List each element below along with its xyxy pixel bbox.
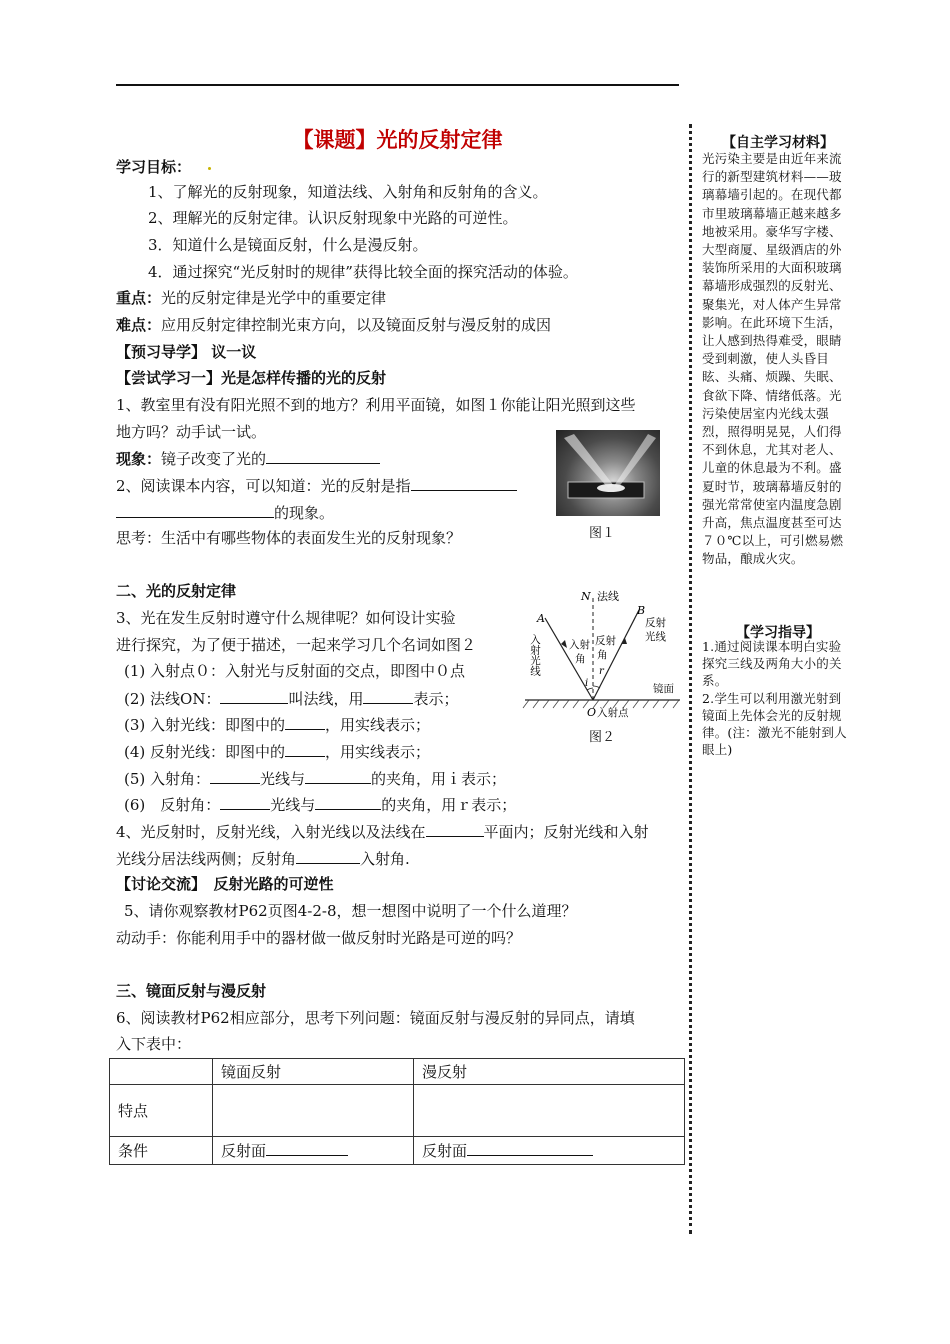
cell-text: 反射面 bbox=[221, 1142, 267, 1160]
try1-heading: 【尝试学习一】光是怎样传播的光的反射 bbox=[116, 369, 387, 387]
label-r: r bbox=[599, 666, 604, 677]
term-3 bbox=[124, 714, 430, 735]
label-reflect-angle-2: 角 bbox=[597, 649, 608, 661]
figure-1-caption: 图１ bbox=[589, 526, 616, 541]
term-2-b: 叫法线，用 bbox=[288, 690, 364, 708]
action: 动动手：你能利用手中的器材做一做反射时光路是可逆的吗？ bbox=[116, 929, 522, 947]
table-row bbox=[110, 1137, 685, 1165]
term-2 bbox=[124, 688, 458, 709]
guide-item-1: 1.通过阅读课本明白实验探究三线及两角大小的关系。 bbox=[702, 639, 842, 688]
term-5-a: (5) 入射角： bbox=[124, 770, 211, 788]
label-N: N bbox=[581, 590, 591, 603]
q4-c: 光线分居法线两侧；反射角 bbox=[116, 850, 297, 868]
q2-line1 bbox=[116, 475, 517, 496]
guide-heading: 【学习指导】 bbox=[736, 625, 820, 641]
q3-line2: 进行探究，为了便于描述，一起来学习几个名词如图２ bbox=[116, 636, 477, 654]
term-5 bbox=[124, 768, 506, 789]
term-5-c: 的夹角，用ｉ表示； bbox=[371, 770, 507, 788]
blank bbox=[315, 794, 381, 810]
difficulty-label: 难点： bbox=[116, 316, 162, 334]
phenomenon-text: 镜子改变了光的 bbox=[161, 450, 267, 468]
q1-line1: 1、教室里有没有阳光照不到的地方？利用平面镜，如图１你能让阳光照到这些 bbox=[116, 396, 636, 414]
q4-line1 bbox=[116, 821, 649, 842]
objectives-heading: 学习目标： bbox=[116, 158, 192, 176]
cell-diffuse-feature[interactable] bbox=[414, 1085, 685, 1137]
q4-b: 平面内；反射光线和入射 bbox=[483, 823, 649, 841]
blank bbox=[411, 475, 517, 491]
term-6-a: (6) 反射角： bbox=[124, 796, 221, 814]
cell-specular-condition[interactable] bbox=[213, 1137, 414, 1165]
blank bbox=[285, 714, 325, 730]
comparison-table bbox=[109, 1058, 685, 1165]
top-rule bbox=[116, 84, 679, 86]
guide-item-2: 2.学生可以利用激光射到镜面上先体会光的反射规律。(注：激光不能射到人眼上) bbox=[702, 691, 847, 757]
figure-1-photo bbox=[556, 430, 660, 516]
blank bbox=[426, 821, 484, 837]
blank bbox=[467, 1142, 593, 1156]
row-label-condition: 条件 bbox=[110, 1137, 213, 1165]
label-reflected-ray-1: 反射 bbox=[645, 617, 666, 629]
blank bbox=[220, 688, 288, 704]
section3-title: 三、镜面反射与漫反射 bbox=[116, 982, 267, 1000]
material-text: 光污染主要是由近年来流行的新型建筑材料——玻璃幕墙引起的。在现代都市里玻璃幕墙正越来越多地被采用。豪华写字楼、大型商厦、星级酒店的外装饰所采用的大面积玻璃幕墙形成强烈的反射光、聚集光，对人体产生异常影响。在此环境下生活，让人感到热得难受，眼睛受到刺激，使人头昏目眩、头痛、烦躁、失眠、食欲下降、情绪低落。光污染使居室内光线太强烈，照得明晃晃，人们得不到休息，尤其对老人、儿童的休息最为不利。盛夏时节，玻璃幕墙反射的强光常常使室内温度急剧升高，焦点温度甚至可达７０℃以上，可引燃易燃物品，酿成火灾。 bbox=[702, 151, 844, 567]
term-3-b: ，用实线表示； bbox=[325, 716, 431, 734]
term-4-a: (4) 反射光线：即图中的 bbox=[124, 743, 286, 761]
label-reflected-ray-2: 光线 bbox=[645, 631, 666, 643]
term-2-a: (2) 法线ON： bbox=[124, 690, 221, 708]
term-1: (1) 入射点０：入射光与反射面的交点，即图中０点 bbox=[124, 662, 466, 680]
label-i: i bbox=[585, 678, 589, 689]
term-2-c: 表示； bbox=[413, 690, 459, 708]
header-diffuse: 漫反射 bbox=[414, 1059, 685, 1085]
row-label-feature: 特点 bbox=[110, 1085, 213, 1137]
objective-1: 1、了解光的反射现象，知道法线、入射角和反射角的含义。 bbox=[148, 183, 548, 201]
blank bbox=[116, 502, 274, 518]
label-normal: 法线 bbox=[597, 590, 619, 603]
blank bbox=[305, 768, 371, 784]
q4-line2 bbox=[116, 848, 410, 869]
preview-heading: 【预习导学】 议一议 bbox=[116, 343, 257, 361]
q6-line1: 6、阅读教材P62相应部分，思考下列问题：镜面反射与漫反射的异同点，请填 bbox=[116, 1009, 635, 1027]
objective-2: 2、理解光的反射定律。认识反射现象中光路的可逆性。 bbox=[148, 209, 518, 227]
material-heading: 【自主学习材料】 bbox=[722, 135, 834, 151]
key-point-label: 重点： bbox=[116, 289, 162, 307]
term-4 bbox=[124, 741, 430, 762]
cell-diffuse-condition[interactable] bbox=[414, 1137, 685, 1165]
q2-text: 2、阅读课本内容，可以知道：光的反射是指 bbox=[116, 477, 411, 495]
objective-3: 3．知道什么是镜面反射，什么是漫反射。 bbox=[148, 236, 428, 254]
key-point bbox=[116, 288, 386, 308]
difficulty-text: 应用反射定律控制光束方向，以及镜面反射与漫反射的成因 bbox=[161, 316, 552, 334]
term-3-a: (3) 入射光线：即图中的 bbox=[124, 716, 286, 734]
term-4-b: ，用实线表示； bbox=[325, 743, 431, 761]
figure-2-diagram bbox=[515, 582, 685, 742]
figure-2-caption: 图２ bbox=[589, 730, 616, 745]
term-6-b: 光线与 bbox=[270, 796, 316, 814]
label-incident-angle-2: 角 bbox=[575, 653, 586, 665]
key-point-text: 光的反射定律是光学中的重要定律 bbox=[161, 289, 387, 307]
table-header-row bbox=[110, 1059, 685, 1085]
sidebar-divider bbox=[689, 124, 692, 1234]
cell-text: 反射面 bbox=[422, 1142, 468, 1160]
label-reflect-angle-1: 反射 bbox=[595, 635, 616, 647]
blank bbox=[210, 768, 260, 784]
table-row bbox=[110, 1085, 685, 1137]
term-6-c: 的夹角，用ｒ表示； bbox=[381, 796, 517, 814]
q4-d: 入射角. bbox=[360, 850, 410, 868]
blank bbox=[266, 1142, 348, 1156]
label-incident-point: 入射点 bbox=[597, 707, 629, 719]
blank bbox=[266, 448, 380, 464]
label-B: B bbox=[637, 604, 646, 617]
q4-a: 4、光反射时，反射光线，入射光线以及法线在 bbox=[116, 823, 426, 841]
blank bbox=[296, 848, 360, 864]
reflect-angle-arc bbox=[593, 686, 600, 688]
cell-specular-feature[interactable] bbox=[213, 1085, 414, 1137]
blank bbox=[363, 688, 413, 704]
think: 思考：生活中有哪些物体的表面发生光的反射现象？ bbox=[116, 529, 462, 547]
header-cell-empty bbox=[110, 1059, 213, 1085]
blank bbox=[285, 741, 325, 757]
q5: 5、请你观察教材P62页图4-2-8，想一想图中说明了一个什么道理？ bbox=[124, 902, 577, 920]
q2-line2 bbox=[116, 502, 334, 523]
difficulty bbox=[116, 315, 551, 335]
phenomenon bbox=[116, 448, 380, 469]
discuss-heading: 【讨论交流】 反射光路的可逆性 bbox=[116, 875, 334, 893]
blank bbox=[220, 794, 270, 810]
q6-line2: 入下表中： bbox=[116, 1035, 192, 1053]
label-O: O bbox=[587, 706, 597, 719]
label-mirror: 镜面 bbox=[653, 683, 674, 695]
q2-end: 的现象。 bbox=[274, 504, 335, 522]
decorative-dot bbox=[208, 167, 211, 170]
objective-4: 4．通过探究“光反射时的规律”获得比较全面的探究活动的体验。 bbox=[148, 263, 578, 281]
page-title: 【课题】光的反射定律 bbox=[292, 127, 503, 152]
mirror-light-illustration bbox=[556, 430, 660, 516]
q1-line2: 地方吗？动手试一试。 bbox=[116, 423, 267, 441]
label-incident-angle-1: 入射 bbox=[569, 639, 590, 651]
label-A: A bbox=[537, 612, 545, 625]
header-specular: 镜面反射 bbox=[213, 1059, 414, 1085]
term-6 bbox=[124, 794, 516, 815]
phenomenon-label: 现象： bbox=[116, 450, 162, 468]
q3-line1: 3、光在发生反射时遵守什么规律呢？如何设计实验 bbox=[116, 609, 456, 627]
label-incident-ray: 入射光线 bbox=[529, 634, 541, 676]
section2-title: 二、光的反射定律 bbox=[116, 582, 237, 600]
term-5-b: 光线与 bbox=[260, 770, 306, 788]
